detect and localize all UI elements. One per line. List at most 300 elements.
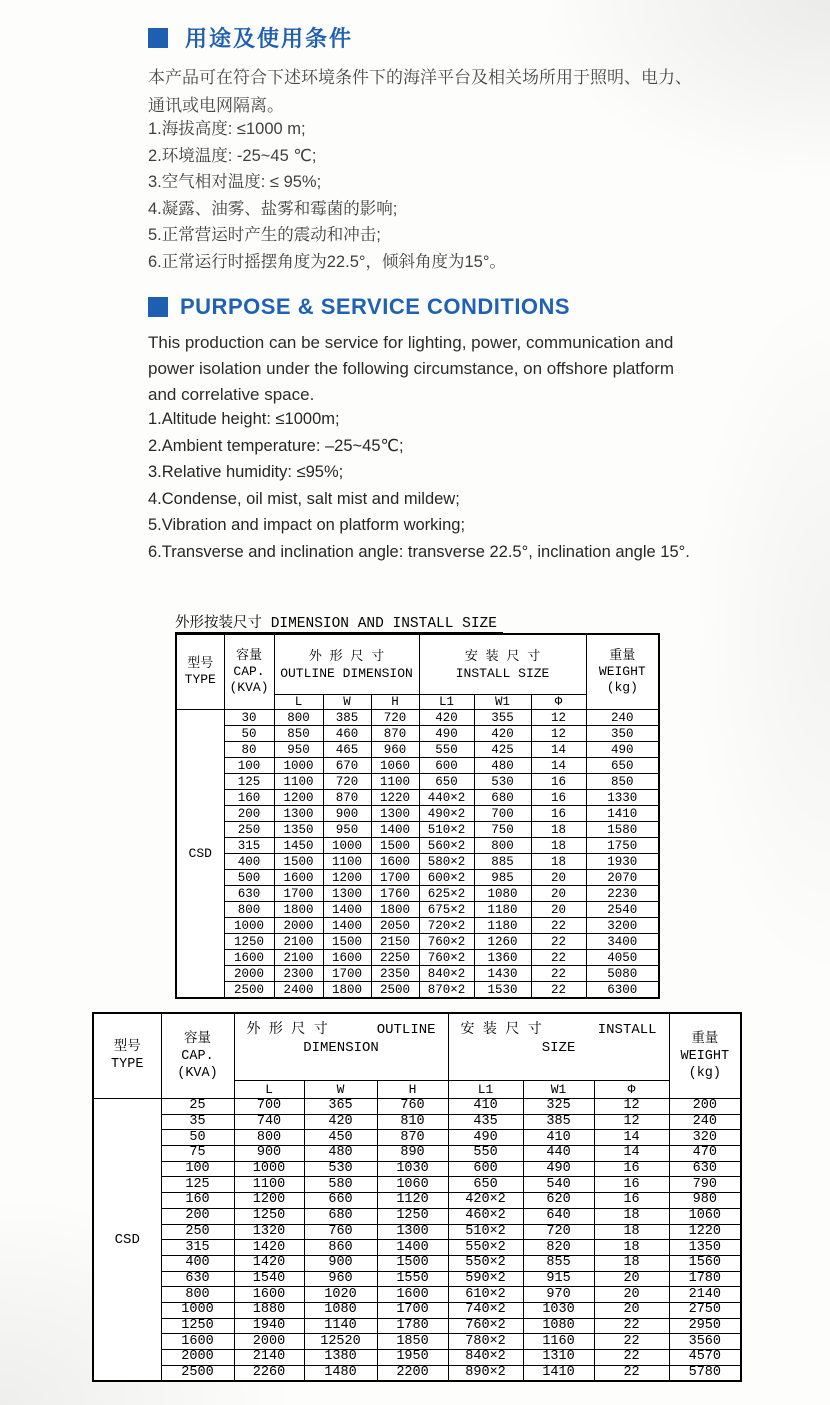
table-cell: 760: [377, 1099, 448, 1115]
table-cell: 480: [474, 758, 531, 774]
condition-item: 2.环境温度: -25~45 ℃;: [148, 146, 317, 165]
col-header-H: H: [377, 1081, 448, 1099]
table-cell: 1360: [474, 950, 531, 966]
table-cell: 240: [669, 1114, 741, 1130]
table-cell: 800: [274, 710, 323, 726]
condition-item: 6.正常运行时摇摆角度为22.5°，倾斜角度为15°。: [148, 252, 506, 271]
table-cell: 385: [523, 1114, 594, 1130]
table-cell: 125: [161, 1177, 234, 1193]
table-cell: 625×2: [419, 886, 474, 902]
condition-list-cn: [148, 116, 506, 275]
col-header-L1: L1: [419, 695, 474, 710]
table-cell: 100: [161, 1161, 234, 1177]
table-cell: 2540: [586, 902, 659, 918]
col-header-weight: 重量 WEIGHT (kg): [586, 634, 659, 710]
col-header-W1: W1: [474, 695, 531, 710]
table-cell: 20: [594, 1271, 669, 1287]
table-row: [176, 918, 659, 934]
table-cell: 1030: [377, 1161, 448, 1177]
group-label-cn: 外 形 尺 寸: [246, 1022, 328, 1038]
blue-square-bullet-icon: [148, 28, 168, 48]
dimension-table-2-wrap: [92, 1012, 742, 1382]
table-cell: 1850: [377, 1334, 448, 1350]
table-cell: 1400: [323, 902, 371, 918]
table-cell: 250: [161, 1224, 234, 1240]
table-row: [93, 1177, 741, 1193]
table-cell: 18: [594, 1255, 669, 1271]
table-row: [93, 1208, 741, 1224]
col-header-capacity: 容量 CAP. (KVA): [161, 1013, 234, 1099]
table-cell: 1200: [274, 790, 323, 806]
table-cell: 1300: [377, 1224, 448, 1240]
table-cell: 14: [531, 742, 586, 758]
table-row: [176, 790, 659, 806]
table-cell: 22: [594, 1350, 669, 1366]
table-cell: 630: [161, 1271, 234, 1287]
section-title-en: PURPOSE & SERVICE CONDITIONS: [180, 294, 571, 319]
table-cell: 1180: [474, 918, 531, 934]
table-cell: 1060: [371, 758, 419, 774]
table-cell: 1200: [323, 870, 371, 886]
table-cell: 720×2: [419, 918, 474, 934]
table-row: [176, 966, 659, 982]
table-cell: 550×2: [448, 1240, 523, 1256]
table-cell: 985: [474, 870, 531, 886]
table-cell: 22: [531, 950, 586, 966]
table-row: [93, 1130, 741, 1146]
table-cell: 2260: [234, 1365, 304, 1381]
table-cell: 820: [523, 1240, 594, 1256]
table-cell: 510×2: [448, 1224, 523, 1240]
table-cell: 80: [224, 742, 274, 758]
table-cell: 2000: [224, 966, 274, 982]
table-cell: 1060: [669, 1208, 741, 1224]
table-cell: 1100: [274, 774, 323, 790]
condition-item: 5.正常营运时产生的震动和冲击;: [148, 226, 381, 244]
table-cell: 22: [531, 918, 586, 934]
table-cell: 2250: [371, 950, 419, 966]
col-group-outline-dimension: [234, 1013, 448, 1081]
table-cell: 200: [669, 1099, 741, 1115]
table-cell: 2350: [371, 966, 419, 982]
table-row: [176, 774, 659, 790]
table-cell: 50: [224, 726, 274, 742]
table-cell: 760×2: [448, 1318, 523, 1334]
intro-paragraph-cn: 本产品可在符合下述环境条件下的海洋平台及相关场所用于照明、电力、 通讯或电网隔离。: [148, 68, 692, 115]
col-header-phi: Φ: [531, 695, 586, 710]
table-cell: 1420: [234, 1255, 304, 1271]
table-cell: 2400: [274, 982, 323, 999]
table-cell: 12520: [304, 1334, 377, 1350]
table-row: [93, 1334, 741, 1350]
table-cell: 885: [474, 854, 531, 870]
table-cell: 890: [377, 1146, 448, 1162]
table-cell: 540: [523, 1177, 594, 1193]
table-cell: 320: [669, 1130, 741, 1146]
table-cell: 915: [523, 1271, 594, 1287]
table-cell: 1800: [371, 902, 419, 918]
table-cell: 610×2: [448, 1287, 523, 1303]
group-label-en: OUTLINE: [376, 1022, 436, 1038]
dimension-table-1-wrap: [175, 614, 660, 999]
table-cell: 650: [419, 774, 474, 790]
table-cell: 22: [594, 1365, 669, 1381]
table-cell: 1200: [234, 1193, 304, 1209]
table-cell: 1080: [304, 1302, 377, 1318]
table-cell: 800: [161, 1287, 234, 1303]
table-cell: 560×2: [419, 838, 474, 854]
table-cell: 810: [377, 1114, 448, 1130]
table-cell: 420×2: [448, 1193, 523, 1209]
col-header-type: 型号 TYPE: [176, 634, 224, 710]
table-cell: 890×2: [448, 1365, 523, 1381]
table-cell: 1220: [371, 790, 419, 806]
table-row: [176, 806, 659, 822]
table-cell: 12: [594, 1099, 669, 1115]
table-cell: 1060: [377, 1177, 448, 1193]
group-label-en-2: SIZE: [541, 1040, 576, 1056]
table-cell: 2100: [274, 934, 323, 950]
table-cell: 160: [161, 1193, 234, 1209]
table-cell: 1600: [371, 854, 419, 870]
table-cell: 670: [323, 758, 371, 774]
table-row: [176, 886, 659, 902]
table-cell: 870: [377, 1130, 448, 1146]
table-cell: 16: [594, 1193, 669, 1209]
table-cell: 18: [594, 1240, 669, 1256]
table-cell: 1600: [274, 870, 323, 886]
table-cell: 800: [224, 902, 274, 918]
table-row: [176, 902, 659, 918]
table-cell: 1430: [474, 966, 531, 982]
table-cell: 2140: [234, 1350, 304, 1366]
table-row: [176, 726, 659, 742]
table-cell: 870×2: [419, 982, 474, 999]
table-cell: 600×2: [419, 870, 474, 886]
table-cell: 1800: [323, 982, 371, 999]
table-cell: 14: [594, 1146, 669, 1162]
table-cell: 500: [224, 870, 274, 886]
table-cell: 720: [371, 710, 419, 726]
table-cell: 840×2: [448, 1350, 523, 1366]
table-cell: 550: [419, 742, 474, 758]
table-cell: 650: [448, 1177, 523, 1193]
table-cell: 315: [161, 1240, 234, 1256]
table-cell: 2000: [274, 918, 323, 934]
table-cell: 4570: [669, 1350, 741, 1366]
col-group-install-size: [448, 1013, 669, 1081]
table-cell: 1400: [377, 1240, 448, 1256]
table-cell: 1030: [523, 1302, 594, 1318]
table-cell: 1420: [234, 1240, 304, 1256]
table-cell: 22: [594, 1334, 669, 1350]
table-cell: 200: [224, 806, 274, 822]
condition-item: 4.Condense, oil mist, salt mist and mildew;: [148, 489, 460, 508]
table-cell: 1750: [586, 838, 659, 854]
table-body: [176, 710, 659, 999]
table-cell: 25: [161, 1099, 234, 1115]
table-cell: 315: [224, 838, 274, 854]
table-cell: 490: [419, 726, 474, 742]
table-cell: 1100: [323, 854, 371, 870]
table-cell: 240: [586, 710, 659, 726]
table-row: [176, 854, 659, 870]
table-cell: 1000: [274, 758, 323, 774]
table-cell: 2300: [274, 966, 323, 982]
condition-item: 2.Ambient temperature: –25~45℃;: [148, 436, 404, 455]
table-row: [176, 950, 659, 966]
table-cell: 20: [531, 870, 586, 886]
table-row: [176, 870, 659, 886]
table-cell: 1500: [274, 854, 323, 870]
table-cell: 14: [594, 1130, 669, 1146]
table-cell: 790: [669, 1177, 741, 1193]
table-cell: 1500: [371, 838, 419, 854]
table-cell: 720: [323, 774, 371, 790]
table-cell: 16: [531, 774, 586, 790]
table-cell: 1530: [474, 982, 531, 999]
condition-item: 5.Vibration and impact on platform working;: [148, 516, 466, 534]
table-cell: 1160: [523, 1334, 594, 1350]
table-cell: 410: [448, 1099, 523, 1115]
table-cell: 1880: [234, 1302, 304, 1318]
table-cell: 125: [224, 774, 274, 790]
col-header-W1: W1: [523, 1081, 594, 1099]
table-cell: 490: [448, 1130, 523, 1146]
table-cell: 2070: [586, 870, 659, 886]
table-cell: 1300: [323, 886, 371, 902]
table-cell: 18: [594, 1208, 669, 1224]
table-row: [176, 822, 659, 838]
table-cell: 1700: [323, 966, 371, 982]
table-cell: 740×2: [448, 1302, 523, 1318]
table-cell: 480: [304, 1146, 377, 1162]
table-cell: 385: [323, 710, 371, 726]
blue-square-bullet-icon: [148, 297, 168, 317]
table-cell: 490: [523, 1161, 594, 1177]
table-cell: 1780: [669, 1271, 741, 1287]
table-cell: 620: [523, 1193, 594, 1209]
table-cell: 20: [594, 1302, 669, 1318]
table-cell: 1400: [371, 822, 419, 838]
table-cell: 1950: [377, 1350, 448, 1366]
table-cell: 1020: [304, 1287, 377, 1303]
table-cell: 20: [531, 886, 586, 902]
table-cell: 2000: [161, 1350, 234, 1366]
table-cell: 2150: [371, 934, 419, 950]
table-cell: 420: [474, 726, 531, 742]
table-cell: 420: [419, 710, 474, 726]
table-row: [176, 710, 659, 726]
table-cell: 350: [586, 726, 659, 742]
table-cell: 550: [448, 1146, 523, 1162]
table-cell: 460: [323, 726, 371, 742]
table-cell: 1220: [669, 1224, 741, 1240]
table-cell: 2500: [371, 982, 419, 999]
table-cell: 740: [234, 1114, 304, 1130]
col-header-H: H: [371, 695, 419, 710]
table-cell: 780×2: [448, 1334, 523, 1350]
table-cell: 590×2: [448, 1271, 523, 1287]
table-cell: 530: [474, 774, 531, 790]
table-cell: 720: [523, 1224, 594, 1240]
table-cell: 22: [531, 982, 586, 999]
table-cell: 3200: [586, 918, 659, 934]
table-cell: 1000: [224, 918, 274, 934]
table-cell: 1300: [371, 806, 419, 822]
table-row: [93, 1099, 741, 1115]
table-cell: 460×2: [448, 1208, 523, 1224]
dimension-install-table-1: [175, 633, 660, 999]
table-row: [93, 1287, 741, 1303]
table-cell: 18: [594, 1224, 669, 1240]
table-cell: 760×2: [419, 934, 474, 950]
table-cell: 1550: [377, 1271, 448, 1287]
table-cell: 1250: [161, 1318, 234, 1334]
table-cell: 870: [371, 726, 419, 742]
table-cell: 3560: [669, 1334, 741, 1350]
table-row: [176, 934, 659, 950]
table-cell: 1560: [669, 1255, 741, 1271]
col-header-L: L: [274, 695, 323, 710]
table-cell: 1700: [377, 1302, 448, 1318]
table-cell: 2050: [371, 918, 419, 934]
table-cell: 600: [419, 758, 474, 774]
table-cell: 12: [594, 1114, 669, 1130]
table-cell: 870: [323, 790, 371, 806]
table-cell: 1080: [474, 886, 531, 902]
table-cell: 960: [304, 1271, 377, 1287]
table-cell: 2000: [234, 1334, 304, 1350]
table-cell: 160: [224, 790, 274, 806]
table-cell: 1580: [586, 822, 659, 838]
table-row: [93, 1350, 741, 1366]
table-cell: 400: [224, 854, 274, 870]
table-cell: 1320: [234, 1224, 304, 1240]
table-cell: 1000: [161, 1302, 234, 1318]
table-cell: 1780: [377, 1318, 448, 1334]
table-row: [93, 1302, 741, 1318]
type-cell: CSD: [93, 1099, 161, 1382]
table-cell: 1410: [586, 806, 659, 822]
table-cell: 1100: [234, 1177, 304, 1193]
table-cell: 35: [161, 1114, 234, 1130]
table-row: [176, 838, 659, 854]
table-cell: 700: [474, 806, 531, 822]
table-cell: 2140: [669, 1287, 741, 1303]
table-cell: 800: [234, 1130, 304, 1146]
table-row: [93, 1161, 741, 1177]
table-cell: 4050: [586, 950, 659, 966]
table-cell: 3400: [586, 934, 659, 950]
table-cell: 860: [304, 1240, 377, 1256]
table-cell: 1250: [377, 1208, 448, 1224]
group-label-cn: 安 装 尺 寸: [460, 1022, 542, 1038]
table-cell: 1400: [323, 918, 371, 934]
table-cell: 365: [304, 1099, 377, 1115]
table-cell: 1760: [371, 886, 419, 902]
dimension-install-table-2: [92, 1012, 742, 1382]
table-row: [93, 1365, 741, 1381]
table-cell: 1140: [304, 1318, 377, 1334]
table-cell: 2500: [224, 982, 274, 999]
table-cell: 800: [474, 838, 531, 854]
table-cell: 50: [161, 1130, 234, 1146]
table-cell: 1250: [224, 934, 274, 950]
table-cell: 425: [474, 742, 531, 758]
col-group-install-size: 安 装 尺 寸 INSTALL SIZE: [419, 634, 586, 695]
table-row: [93, 1114, 741, 1130]
table-cell: 2200: [377, 1365, 448, 1381]
table-cell: 1600: [234, 1287, 304, 1303]
condition-item: 3.空气相对温度: ≤ 95%;: [148, 173, 322, 191]
group-label-en: INSTALL: [597, 1022, 657, 1038]
section-header-cn: [148, 22, 353, 53]
col-header-capacity: 容量 CAP. (KVA): [224, 634, 274, 710]
col-header-W: W: [304, 1081, 377, 1099]
table-cell: 900: [323, 806, 371, 822]
table-cell: 12: [531, 726, 586, 742]
table-cell: 325: [523, 1099, 594, 1115]
table-body: [93, 1099, 741, 1382]
table-cell: 16: [531, 790, 586, 806]
col-header-weight: 重量 WEIGHT (kg): [669, 1013, 741, 1099]
table-cell: 18: [531, 854, 586, 870]
table-cell: 660: [304, 1193, 377, 1209]
table-cell: 1450: [274, 838, 323, 854]
table-cell: 580×2: [419, 854, 474, 870]
col-header-type: 型号 TYPE: [93, 1013, 161, 1099]
table-row: [93, 1318, 741, 1334]
table-cell: 980: [669, 1193, 741, 1209]
table-cell: 1380: [304, 1350, 377, 1366]
table-cell: 1930: [586, 854, 659, 870]
table-cell: 1500: [323, 934, 371, 950]
table-cell: 440: [523, 1146, 594, 1162]
table-cell: 900: [304, 1255, 377, 1271]
table-cell: 250: [224, 822, 274, 838]
table-cell: 1120: [377, 1193, 448, 1209]
table-cell: 75: [161, 1146, 234, 1162]
table-cell: 410: [523, 1130, 594, 1146]
table-cell: 440×2: [419, 790, 474, 806]
table-cell: 950: [274, 742, 323, 758]
table-cell: 1940: [234, 1318, 304, 1334]
table-cell: 650: [586, 758, 659, 774]
table-cell: 1600: [323, 950, 371, 966]
table-cell: 1000: [323, 838, 371, 854]
table-cell: 420: [304, 1114, 377, 1130]
table-cell: 970: [523, 1287, 594, 1303]
table-cell: 22: [531, 966, 586, 982]
condition-item: 4.凝露、油雾、盐雾和霉菌的影响;: [148, 199, 398, 218]
col-header-W: W: [323, 695, 371, 710]
table-cell: 950: [323, 822, 371, 838]
table-cell: 855: [523, 1255, 594, 1271]
table-cell: 1350: [274, 822, 323, 838]
table-row: [176, 742, 659, 758]
table-cell: 600: [448, 1161, 523, 1177]
table-cell: 680: [304, 1208, 377, 1224]
table-cell: 1480: [304, 1365, 377, 1381]
condition-item: 3.Relative humidity: ≤95%;: [148, 463, 344, 481]
table-cell: 1600: [224, 950, 274, 966]
table-cell: 760: [304, 1224, 377, 1240]
table-cell: 22: [531, 934, 586, 950]
table-cell: 550×2: [448, 1255, 523, 1271]
table-cell: 12: [531, 710, 586, 726]
table-row: [93, 1224, 741, 1240]
